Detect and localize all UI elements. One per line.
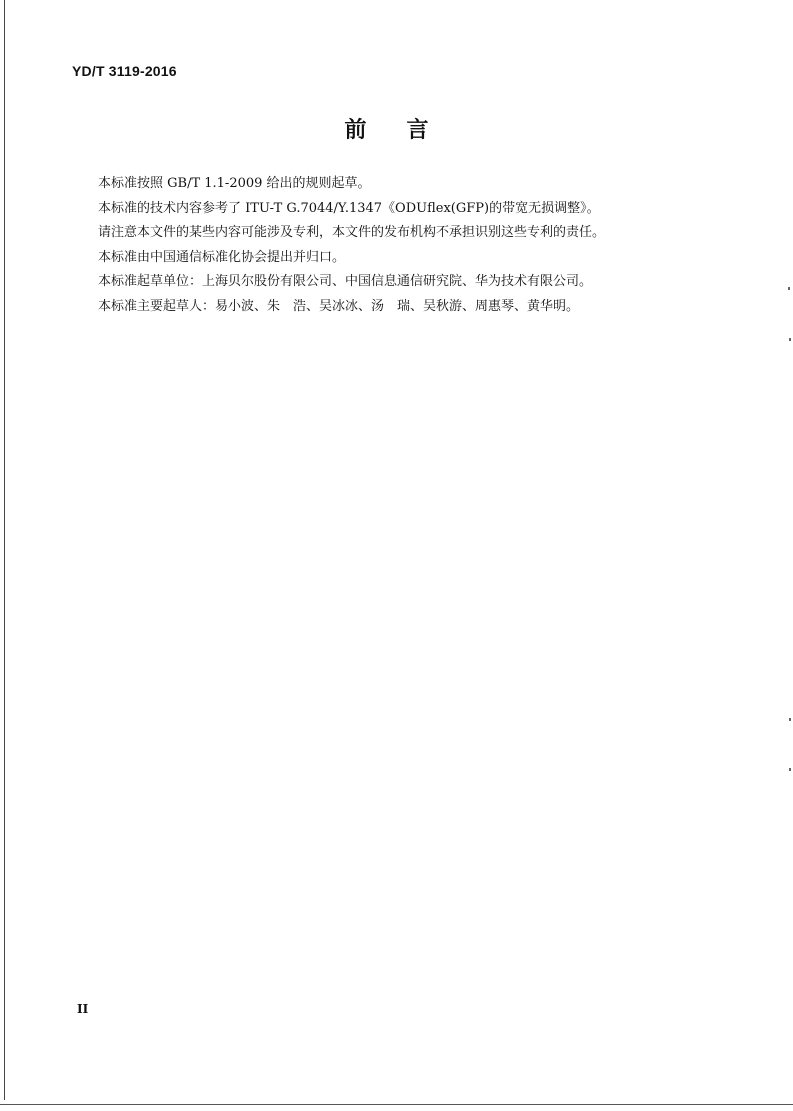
page-number: II bbox=[77, 1002, 89, 1016]
scan-edge-mark bbox=[789, 768, 791, 771]
paragraph-technical-reference: 本标准的技术内容参考了 ITU-T G.7044/Y.1347《ODUflex(GFP)的带宽无损调整》。 bbox=[98, 200, 600, 216]
scan-edge-mark bbox=[789, 338, 791, 341]
scan-edge-mark bbox=[788, 287, 790, 290]
paragraph-drafting-rules: 本标准按照 GB/T 1.1-2009 给出的规则起草。 bbox=[98, 176, 371, 191]
page-title: 前言 bbox=[344, 118, 469, 143]
document-id: YD/T 3119-2016 bbox=[72, 63, 177, 79]
paragraph-patent-notice: 请注意本文件的某些内容可能涉及专利，本文件的发布机构不承担识别这些专利的责任。 bbox=[98, 225, 606, 240]
paragraph-drafting-units: 本标准起草单位：上海贝尔股份有限公司、中国信息通信研究院、华为技术有限公司。 bbox=[98, 274, 593, 289]
scan-left-edge bbox=[4, 0, 5, 1100]
scan-edge-mark bbox=[789, 718, 791, 721]
paragraph-proposer: 本标准由中国通信标准化协会提出并归口。 bbox=[98, 249, 346, 265]
scan-bottom-edge bbox=[0, 1104, 793, 1105]
paragraph-drafters: 本标准主要起草人：易小波、朱 浩、吴冰冰、汤 瑞、吴秋游、周惠琴、黄华明。 bbox=[98, 298, 580, 314]
preface-paragraphs bbox=[98, 172, 738, 319]
